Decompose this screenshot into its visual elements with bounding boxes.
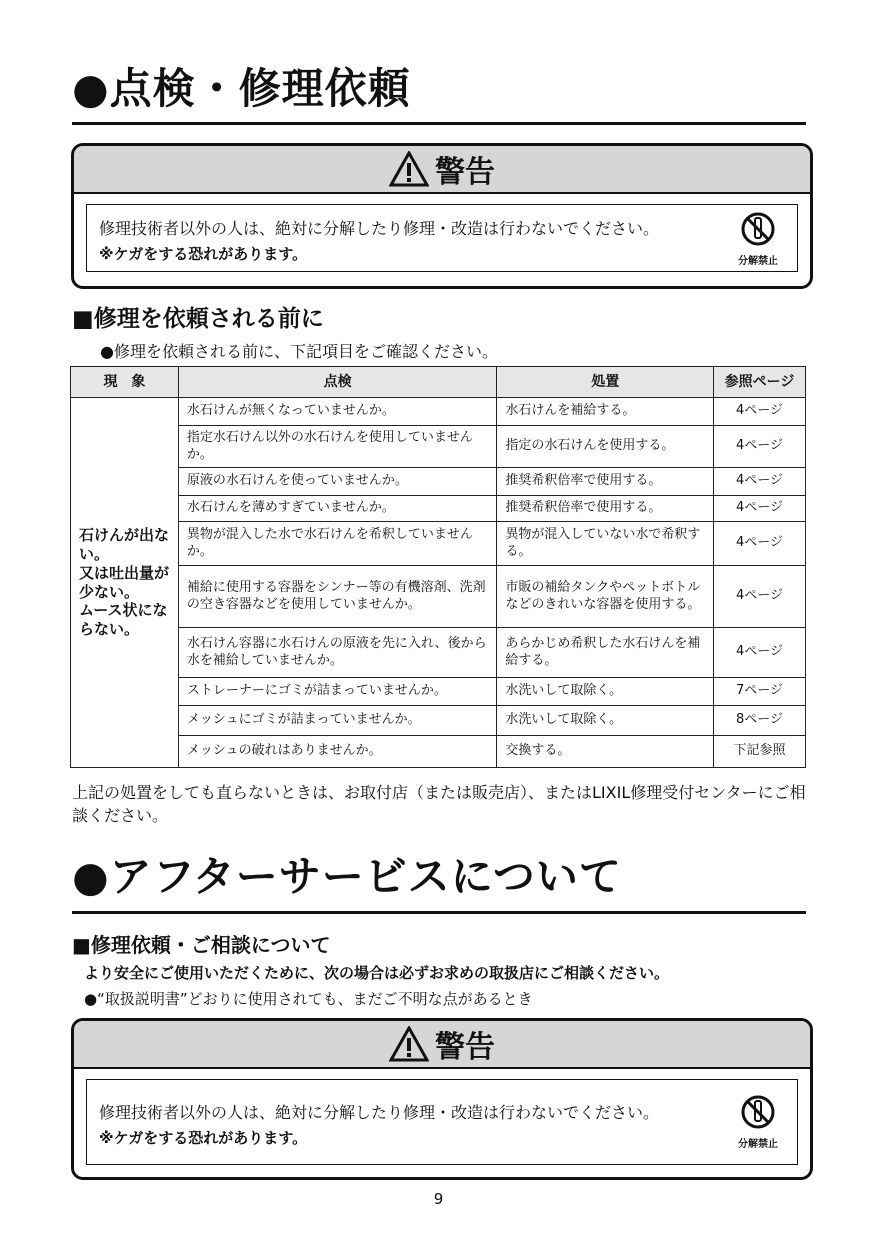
no-disassembly-sign — [733, 211, 783, 267]
no-disassembly-icon — [740, 211, 776, 247]
table-row — [71, 736, 806, 768]
action-cell: 推奨希釈倍率で使用する。 — [497, 496, 714, 522]
warning-text: 修理技術者以外の人は、絶対に分解したり修理・改造は行わないでください。 — [99, 1103, 660, 1122]
title-rule — [72, 911, 806, 914]
warning-inner-frame — [86, 1079, 798, 1165]
warning-subtext: ※ケガをする恐れがあります。 — [99, 245, 308, 263]
page-title: ●点検・修理依頼 — [72, 64, 411, 113]
page-cell: 4ページ — [714, 468, 806, 496]
consult-text: より安全にご使用いただくために、次の場合は必ずお求めの取扱店にご相談ください。 — [84, 964, 670, 982]
check-cell: 補給に使用する容器をシンナー等の有機溶剤、洗剤の空き容器などを使用していませんか。 — [178, 566, 497, 628]
check-cell: 指定水石けん以外の水石けんを使用していませんか。 — [178, 426, 497, 468]
no-disassembly-icon — [740, 1094, 776, 1130]
check-cell: 異物が混入した水で水石けんを希釈していませんか。 — [178, 522, 497, 566]
page-cell: 4ページ — [714, 522, 806, 566]
check-cell: メッシュにゴミが詰まっていませんか。 — [178, 706, 497, 736]
page-number: 9 — [433, 1190, 444, 1208]
symptom-text: 石けんが出ない。 又は吐出量が少ない。 ムース状にならない。 — [79, 526, 170, 638]
warning-header — [74, 146, 810, 194]
page-cell: 4ページ — [714, 398, 806, 426]
warning-inner-frame — [86, 204, 798, 272]
page-cell: 4ページ — [714, 426, 806, 468]
warning-header — [74, 1021, 810, 1069]
warning-box — [71, 1018, 813, 1180]
check-note: ●修理を依頼される前に、下記項目をご確認ください。 — [100, 342, 498, 361]
symptom-cell — [71, 398, 179, 768]
warning-subtext: ※ケガをする恐れがあります。 — [99, 1129, 308, 1147]
page-cell: 7ページ — [714, 678, 806, 706]
action-cell: あらかじめ希釈した水石けんを補給する。 — [497, 628, 714, 678]
title-rule — [72, 122, 806, 125]
header-check: 点検 — [178, 367, 497, 398]
warning-heading: 警告 — [435, 1030, 495, 1065]
consult-bullet: ●“取扱説明書”どおりに使用されても、まだご不明な点があるとき — [84, 990, 533, 1008]
action-cell: 水洗いして取除く。 — [497, 706, 714, 736]
page-cell: 4ページ — [714, 628, 806, 678]
action-cell: 市販の補給タンクやペットボトルなどのきれいな容器を使用する。 — [497, 566, 714, 628]
warning-heading: 警告 — [435, 155, 495, 190]
header-action: 処置 — [497, 367, 714, 398]
header-page: 参照ページ — [714, 367, 806, 398]
no-disassembly-label: 分解禁止 — [738, 256, 778, 267]
check-cell: ストレーナーにゴミが詰まっていませんか。 — [178, 678, 497, 706]
action-cell: 異物が混入していない水で希釈する。 — [497, 522, 714, 566]
troubleshooting-table — [70, 366, 806, 768]
table-header-row — [71, 367, 806, 398]
no-disassembly-sign — [733, 1094, 783, 1150]
action-cell: 推奨希釈倍率で使用する。 — [497, 468, 714, 496]
header-symptom: 現 象 — [71, 367, 179, 398]
after-service-title: ●アフターサービスについて — [72, 852, 622, 901]
action-cell: 指定の水石けんを使用する。 — [497, 426, 714, 468]
table-row — [71, 678, 806, 706]
check-cell: 水石けんを薄めすぎていませんか。 — [178, 496, 497, 522]
table-row — [71, 628, 806, 678]
warning-triangle-icon — [389, 151, 429, 187]
action-cell: 水洗いして取除く。 — [497, 678, 714, 706]
action-cell: 水石けんを補給する。 — [497, 398, 714, 426]
check-cell: 原液の水石けんを使っていませんか。 — [178, 468, 497, 496]
check-cell: メッシュの破れはありませんか。 — [178, 736, 497, 768]
table-row — [71, 522, 806, 566]
check-cell: 水石けん容器に水石けんの原液を先に入れ、後から水を補給していませんか。 — [178, 628, 497, 678]
page-cell: 4ページ — [714, 566, 806, 628]
page-cell: 8ページ — [714, 706, 806, 736]
warning-box — [71, 143, 813, 289]
section-subheading: ■修理依頼・ご相談について — [72, 933, 331, 957]
table-row — [71, 566, 806, 628]
page-cell: 下記参照 — [714, 736, 806, 768]
table-row — [71, 706, 806, 736]
page-cell: 4ページ — [714, 496, 806, 522]
table-row — [71, 426, 806, 468]
warning-text: 修理技術者以外の人は、絶対に分解したり修理・改造は行わないでください。 — [99, 219, 660, 238]
check-cell: 水石けんが無くなっていませんか。 — [178, 398, 497, 426]
section-subheading: ■修理を依頼される前に — [72, 306, 324, 332]
warning-triangle-icon — [389, 1026, 429, 1062]
action-cell: 交換する。 — [497, 736, 714, 768]
table-row — [71, 496, 806, 522]
table-row — [71, 468, 806, 496]
no-disassembly-label: 分解禁止 — [738, 1139, 778, 1150]
table-row — [71, 398, 806, 426]
repair-contact-text: 上記の処置をしても直らないときは、お取付店（または販売店）、またはLIXIL修理受付センターにご相談ください。 — [72, 783, 806, 825]
